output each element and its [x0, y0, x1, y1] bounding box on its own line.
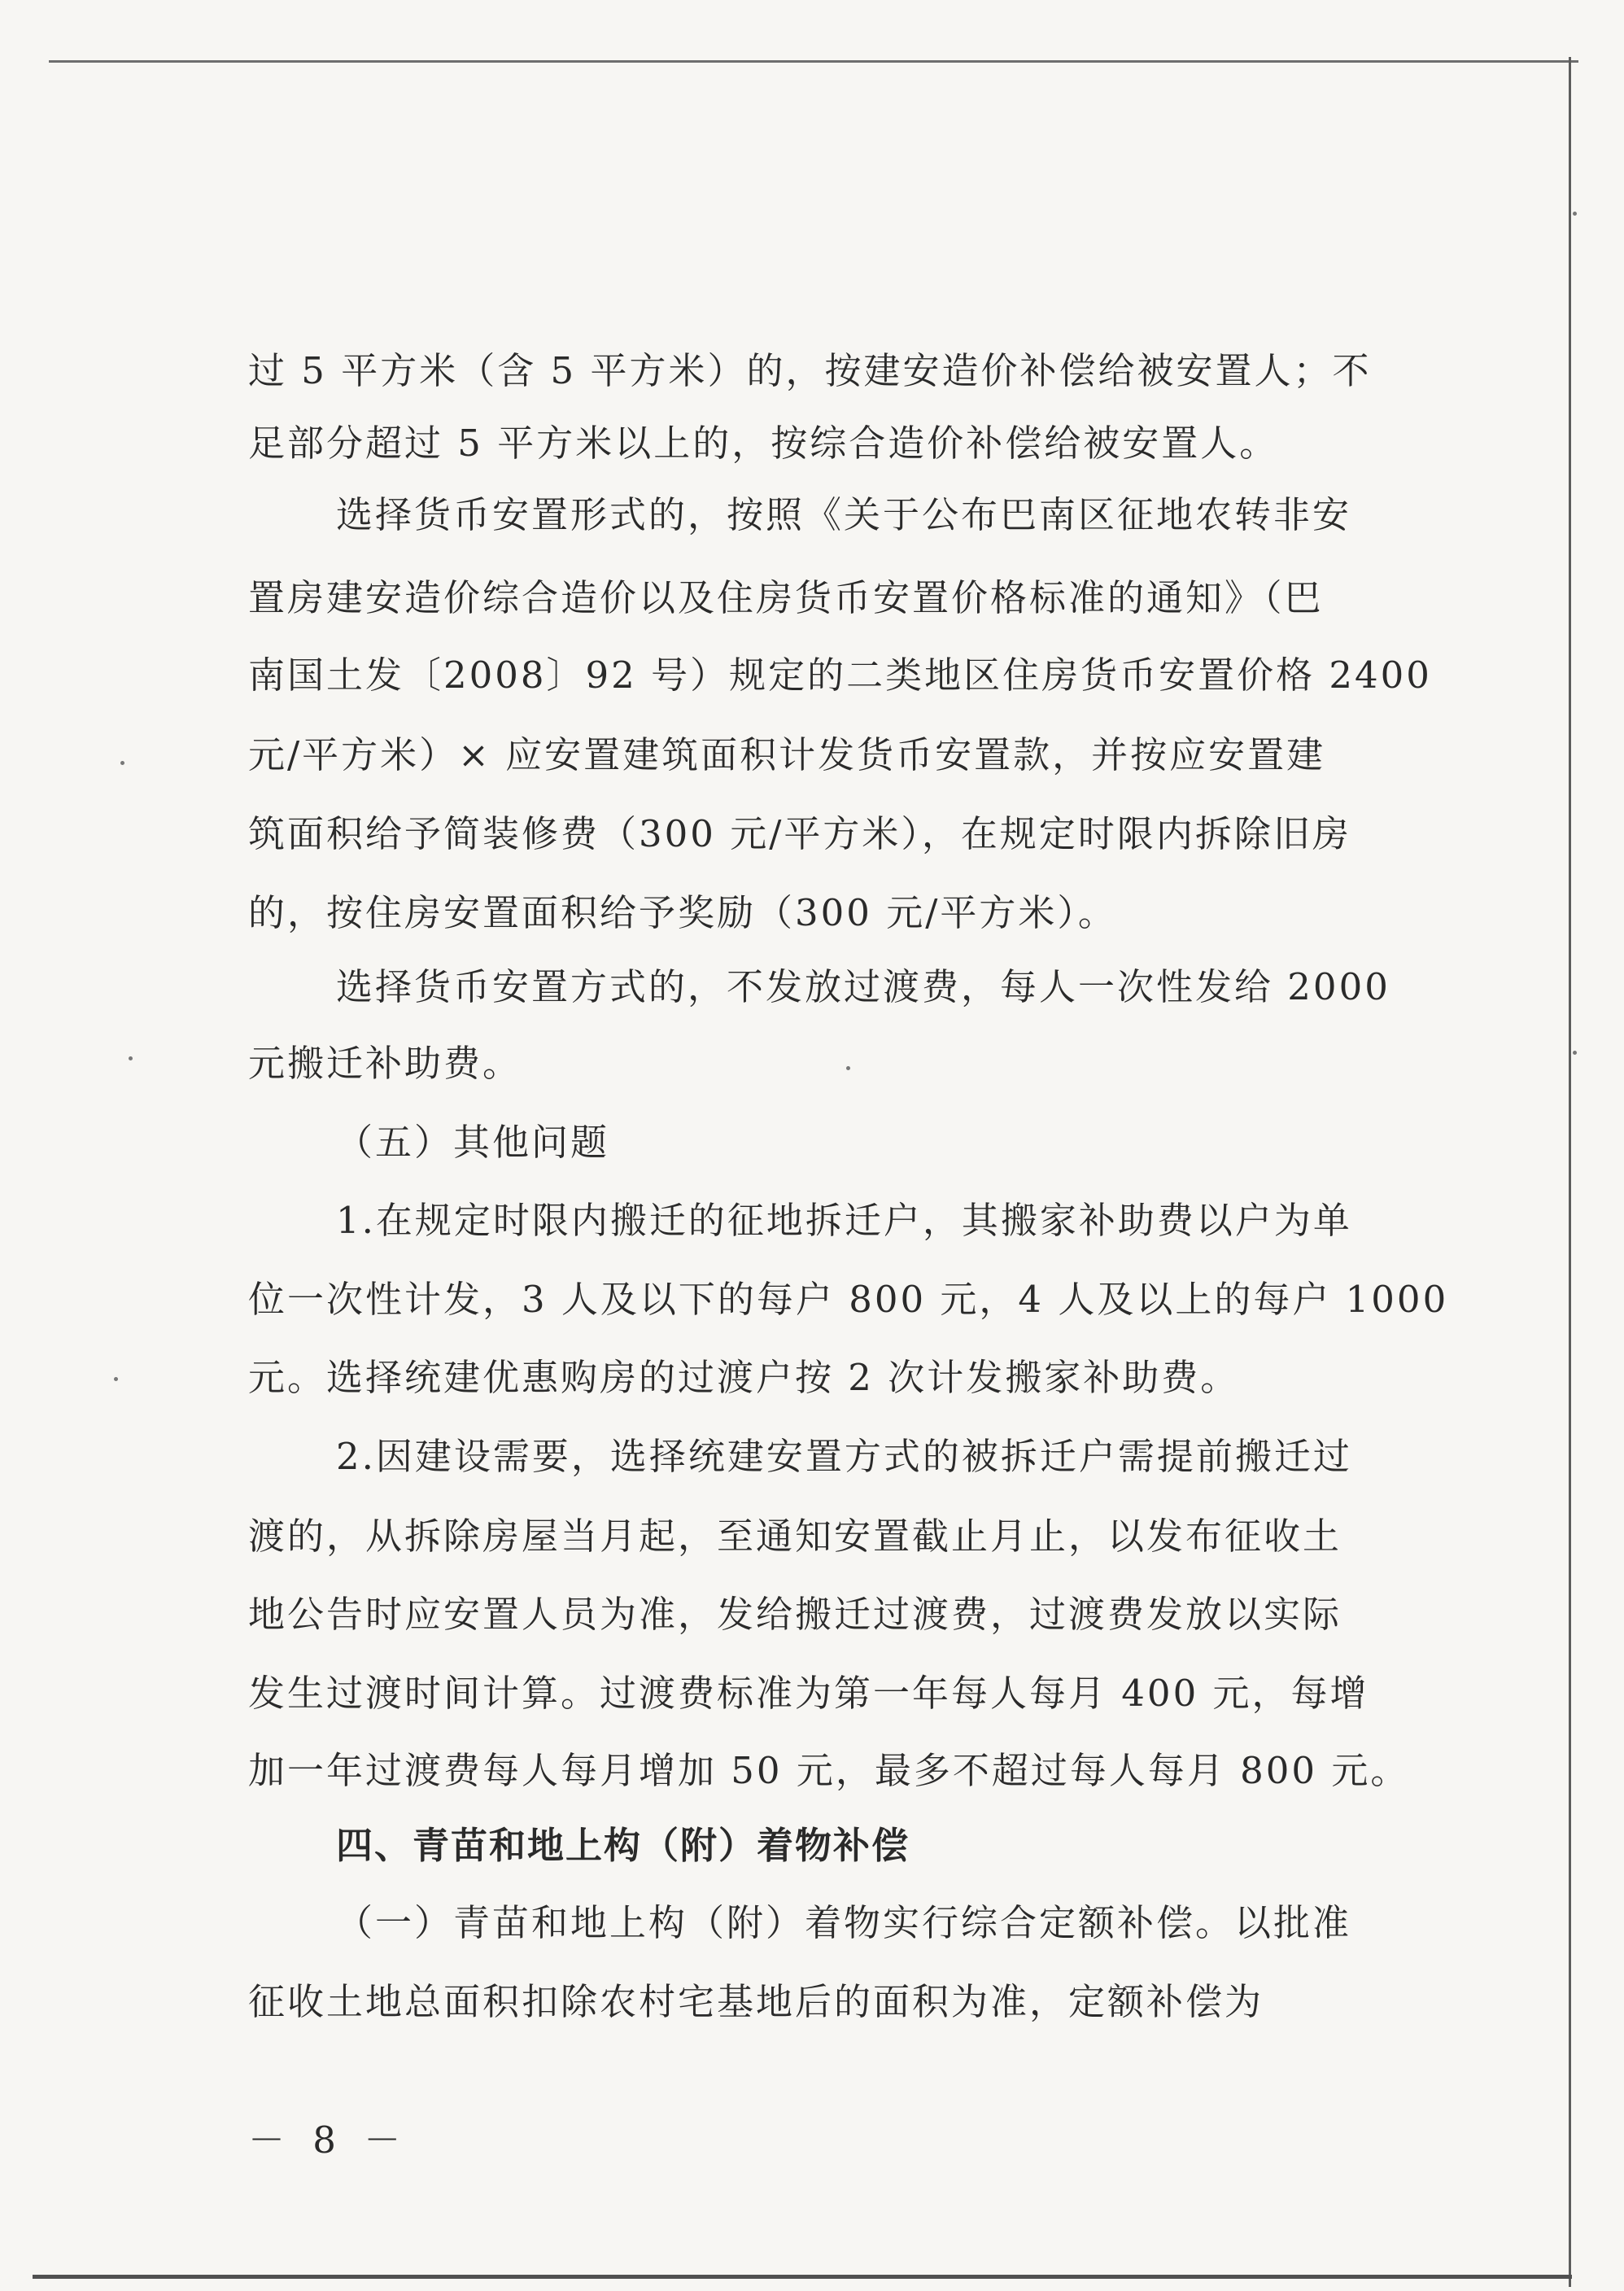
paragraph-line: 渡的，从拆除房屋当月起，至通知安置截止月止，以发布征收土	[248, 1515, 1342, 1558]
paragraph-line: 过 5 平方米（含 5 平方米）的，按建安造价补偿给被安置人；不	[248, 349, 1372, 392]
page-number: － 8 －	[248, 2118, 409, 2162]
paragraph-line: 元。选择统建优惠购房的过渡户按 2 次计发搬家补助费。	[248, 1356, 1240, 1399]
paragraph-line: 发生过渡时间计算。过渡费标准为第一年每人每月 400 元，每增	[248, 1672, 1369, 1715]
paragraph-line: 选择货币安置方式的，不发放过渡费，每人一次性发给 2000	[336, 965, 1390, 1008]
paragraph-line: 元/平方米）× 应安置建筑面积计发货币安置款，并按应安置建	[248, 733, 1326, 776]
paragraph-line: 足部分超过 5 平方米以上的，按综合造价补偿给被安置人。	[248, 422, 1279, 465]
paragraph-line: 1.在规定时限内搬迁的征地拆迁户，其搬家补助费以户为单	[336, 1199, 1352, 1242]
paragraph-line: 位一次性计发，3 人及以下的每户 800 元，4 人及以上的每户 1000	[248, 1278, 1449, 1321]
paragraph-line: （一）青苗和地上构（附）着物实行综合定额补偿。以批准	[336, 1901, 1352, 1944]
paragraph-line: 元搬迁补助费。	[248, 1042, 522, 1085]
section-heading: 四、青苗和地上构（附）着物补偿	[336, 1824, 910, 1867]
paragraph-line: 南国土发〔2008〕92 号）规定的二类地区住房货币安置价格 2400	[248, 654, 1432, 697]
section-subheading: （五）其他问题	[336, 1121, 610, 1164]
paragraph-line: 筑面积给予简装修费（300 元/平方米），在规定时限内拆除旧房	[248, 812, 1351, 855]
paragraph-line: 2.因建设需要，选择统建安置方式的被拆迁户需提前搬迁过	[336, 1435, 1352, 1478]
paragraph-line: 加一年过渡费每人每月增加 50 元，最多不超过每人每月 800 元。	[248, 1749, 1410, 1792]
paragraph-line: 的，按住房安置面积给予奖励（300 元/平方米）。	[248, 891, 1117, 934]
paragraph-line: 选择货币安置形式的，按照《关于公布巴南区征地农转非安	[336, 493, 1352, 536]
paragraph-line: 征收土地总面积扣除农村宅基地后的面积为准，定额补偿为	[248, 1980, 1264, 2023]
paragraph-line: 地公告时应安置人员为准，发给搬迁过渡费，过渡费发放以实际	[248, 1593, 1342, 1636]
paragraph-line: 置房建安造价综合造价以及住房货币安置价格标准的通知》（巴	[248, 576, 1324, 619]
